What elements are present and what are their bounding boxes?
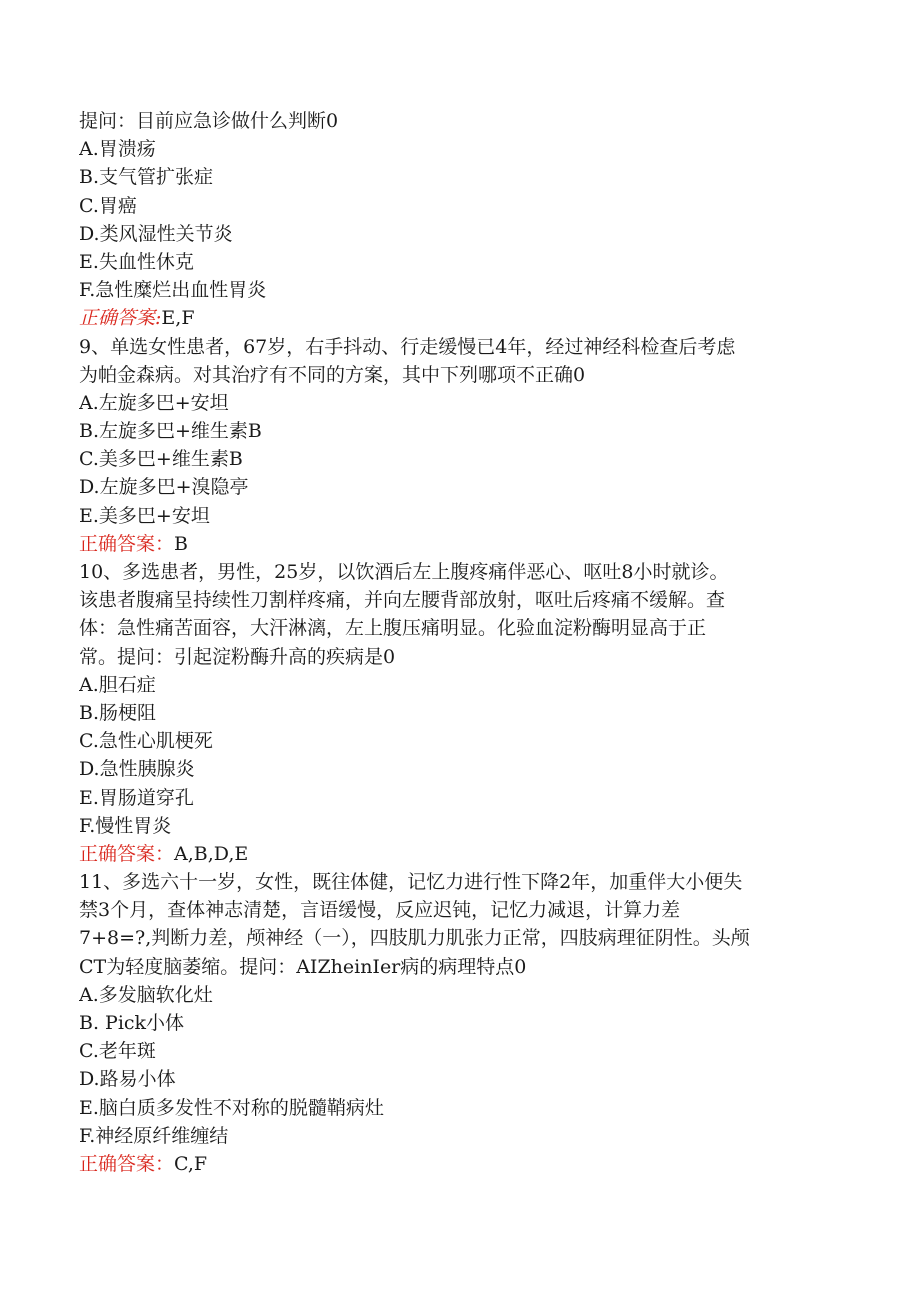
option-d: D.路易小体 <box>79 1068 176 1091</box>
option-c: C.美多巴+维生素B <box>79 448 243 471</box>
answer-label: 正确答案： <box>79 842 175 865</box>
question-text-line: 禁3个月，查体神志清楚，言语缓慢，反应迟钝，记忆力减退，计算力差 <box>79 899 681 922</box>
document-page <box>79 107 849 1178</box>
option-f: F.急性糜烂出血性胃炎 <box>79 279 267 302</box>
option-c: C.胃癌 <box>79 194 137 217</box>
option-e: E.胃肠道穿孔 <box>79 786 194 809</box>
option-a: A.胃溃疡 <box>79 138 156 161</box>
correct-answer <box>79 304 849 332</box>
question-block-8 <box>79 107 849 333</box>
option-e: E.失血性休克 <box>79 250 194 273</box>
question-text-line: 11、多选六十一岁，女性，既往体健，记忆力进行性下降2年，加重伴大小便失 <box>79 871 743 894</box>
option-f: F.慢性胃炎 <box>79 814 172 837</box>
question-text-line: 体：急性痛苦面容，大汗淋漓，左上腹压痛明显。化验血淀粉酶明显高于正 <box>79 617 707 640</box>
answer-label: 正确答案: <box>79 307 162 330</box>
option-b: B.左旋多巴+维生素B <box>79 420 262 443</box>
answer-label: 正确答案： <box>79 532 175 555</box>
correct-answer <box>79 840 849 868</box>
option-b: B. Pick小体 <box>79 1012 185 1034</box>
answer-label: 正确答案： <box>79 1152 175 1175</box>
option-a: A.多发脑软化灶 <box>79 983 213 1006</box>
question-text-line: CT为轻度脑萎缩。提问：AIZheinIer病的病理特点0 <box>79 955 527 978</box>
option-e: E.美多巴+安坦 <box>79 504 210 527</box>
option-e: E.脑白质多发性不对称的脱髓鞘病灶 <box>79 1096 384 1119</box>
answer-value: E,F <box>161 307 195 330</box>
option-f: F.神经原纤维缠结 <box>79 1124 229 1147</box>
option-a: A.左旋多巴+安坦 <box>79 391 229 414</box>
option-b: B.肠梗阻 <box>79 701 157 724</box>
question-text-line: 常。提问：引起淀粉酶升高的疾病是0 <box>79 645 396 668</box>
option-a: A.胆石症 <box>79 673 156 696</box>
option-b: B.支气管扩张症 <box>79 166 214 189</box>
question-block-10 <box>79 558 849 868</box>
answer-value: B <box>174 532 188 555</box>
option-d: D.类风湿性关节炎 <box>79 222 233 245</box>
question-block-9 <box>79 333 849 559</box>
option-c: C.急性心肌梗死 <box>79 730 213 753</box>
answer-value: A,B,D,E <box>174 842 249 865</box>
question-text: 提问：目前应急诊做什么判断0 <box>79 110 339 132</box>
question-text-line: 10、多选患者，男性，25岁，以饮酒后左上腹疼痛伴恶心、呕吐8小时就诊。 <box>79 561 729 583</box>
question-text-line: 该患者腹痛呈持续性刀割样疼痛，并向左腰背部放射，呕吐后疼痛不缓解。查 <box>79 589 726 612</box>
option-d: D.急性胰腺炎 <box>79 758 195 781</box>
question-text-line: 为帕金森病。对其治疗有不同的方案，其中下列哪项不正确0 <box>79 363 586 386</box>
question-text-line: 7+8=?,判断力差，颅神经（一），四肢肌力肌张力正常，四肢病理征阴性。头颅 <box>79 927 750 950</box>
correct-answer <box>79 530 849 558</box>
option-c: C.老年斑 <box>79 1040 156 1063</box>
question-text-line: 9、单选女性患者，67岁，右手抖动、行走缓慢已4年，经过神经科检查后考虑 <box>79 335 736 358</box>
option-d: D.左旋多巴+溴隐亭 <box>79 476 249 499</box>
question-block-11 <box>79 868 849 1178</box>
answer-value: C,F <box>174 1152 208 1175</box>
correct-answer <box>79 1150 849 1178</box>
